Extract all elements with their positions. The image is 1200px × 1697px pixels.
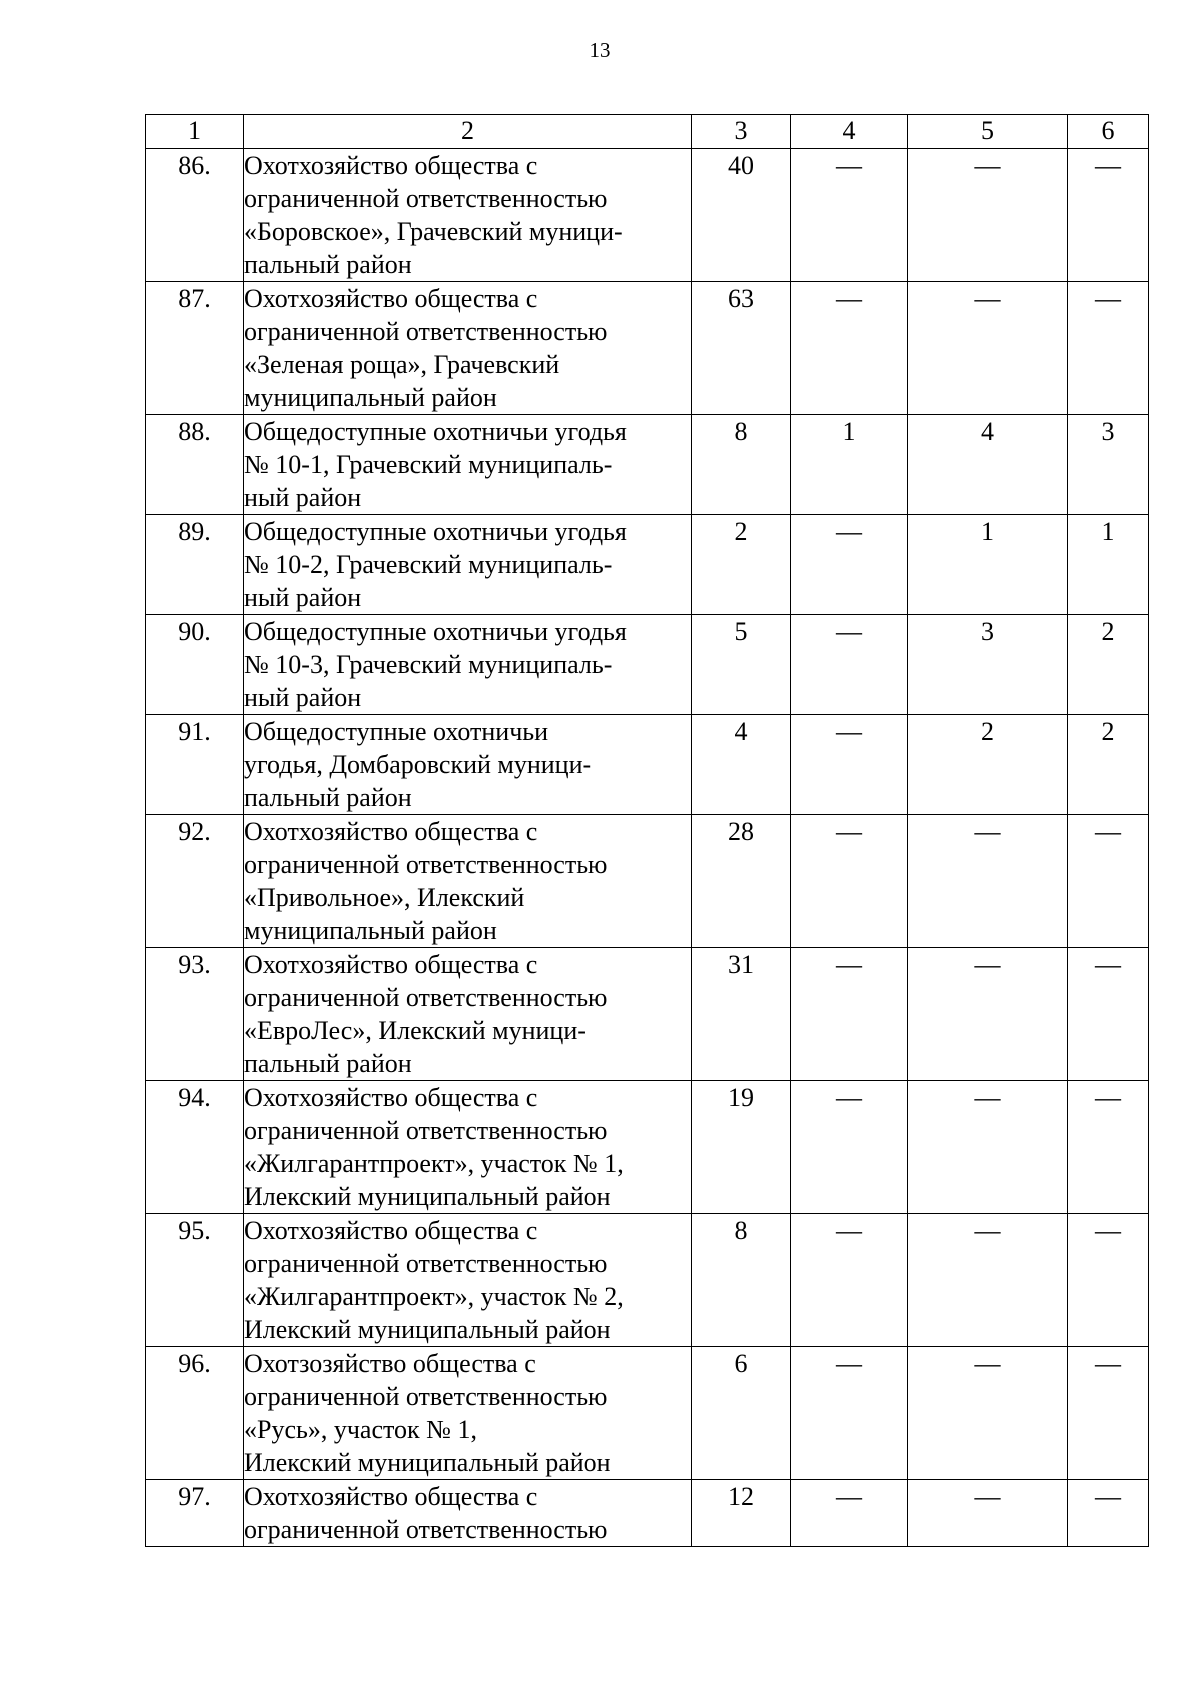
- header-col-6: 6: [1068, 115, 1149, 149]
- cell-c5: [908, 815, 1068, 948]
- cell-c3: [692, 715, 791, 815]
- cell-value: —: [974, 950, 1001, 979]
- table-row: [146, 948, 1149, 1081]
- name-line: Общедоступные охотничьи угодья: [244, 417, 627, 446]
- table-row: [146, 615, 1149, 715]
- cell-c3: [692, 1347, 791, 1480]
- name-line: пальный район: [244, 1049, 412, 1078]
- header-col-2: 2: [244, 115, 692, 149]
- cell-value: —: [974, 1216, 1001, 1245]
- cell-c3: [692, 615, 791, 715]
- table-row: [146, 282, 1149, 415]
- hunting-ground-name: [244, 515, 692, 615]
- cell-value: 5: [734, 617, 748, 646]
- row-number: 96.: [146, 1347, 244, 1480]
- name-line: Общедоступные охотничьи угодья: [244, 617, 627, 646]
- table-row: [146, 1480, 1149, 1547]
- name-line: пальный район: [244, 250, 412, 279]
- cell-value: 8: [734, 417, 748, 446]
- cell-c3: [692, 1480, 791, 1547]
- cell-c5: [908, 1214, 1068, 1347]
- cell-value: —: [1095, 284, 1121, 313]
- cell-value: —: [974, 1349, 1001, 1378]
- row-number: 91.: [146, 715, 244, 815]
- cell-value: 4: [734, 717, 748, 746]
- cell-c5: [908, 515, 1068, 615]
- cell-c6: [1068, 715, 1149, 815]
- hunting-ground-name: [244, 149, 692, 282]
- row-number: 86.: [146, 149, 244, 282]
- cell-c3: [692, 282, 791, 415]
- cell-value: 8: [734, 1216, 748, 1245]
- cell-value: 63: [728, 284, 754, 313]
- cell-value: 4: [981, 417, 994, 446]
- name-line: Охотзозяйство общества с: [244, 1349, 536, 1378]
- cell-value: —: [836, 517, 862, 546]
- cell-c5: [908, 149, 1068, 282]
- cell-value: 1: [842, 417, 856, 446]
- table-body: [146, 149, 1149, 1547]
- header-col-4: 4: [791, 115, 908, 149]
- name-line: Общедоступные охотничьи угодья: [244, 517, 627, 546]
- row-number: 92.: [146, 815, 244, 948]
- name-line: угодья, Домбаровский муници-: [244, 750, 592, 779]
- cell-c6: [1068, 815, 1149, 948]
- hunting-ground-name: [244, 715, 692, 815]
- cell-value: —: [836, 817, 862, 846]
- cell-value: —: [836, 1216, 862, 1245]
- cell-c4: [791, 1081, 908, 1214]
- cell-value: —: [1095, 151, 1121, 180]
- cell-c5: [908, 1081, 1068, 1214]
- cell-value: 40: [728, 151, 754, 180]
- cell-c6: [1068, 1347, 1149, 1480]
- name-line: ный район: [244, 583, 362, 612]
- header-col-3: 3: [692, 115, 791, 149]
- name-line: Охотхозяйство общества с: [244, 284, 538, 313]
- cell-value: 12: [728, 1482, 754, 1511]
- name-line: Илекский муниципальный район: [244, 1182, 611, 1211]
- cell-c4: [791, 149, 908, 282]
- cell-value: 19: [728, 1083, 754, 1112]
- cell-c3: [692, 1081, 791, 1214]
- row-number: 97.: [146, 1480, 244, 1547]
- cell-value: 3: [981, 617, 994, 646]
- cell-c3: [692, 149, 791, 282]
- cell-value: —: [974, 1482, 1001, 1511]
- cell-c5: [908, 948, 1068, 1081]
- cell-value: —: [836, 617, 862, 646]
- hunting-ground-name: [244, 282, 692, 415]
- cell-c4: [791, 1214, 908, 1347]
- cell-value: —: [1095, 817, 1121, 846]
- cell-value: —: [974, 284, 1001, 313]
- name-line: ограниченной ответственностью: [244, 1382, 608, 1411]
- cell-c6: [1068, 149, 1149, 282]
- row-number: 87.: [146, 282, 244, 415]
- hunting-ground-name: [244, 1347, 692, 1480]
- cell-c4: [791, 615, 908, 715]
- name-line: «Жилгарантпроект», участок № 2,: [244, 1282, 624, 1311]
- cell-c5: [908, 415, 1068, 515]
- name-line: Илекский муниципальный район: [244, 1315, 611, 1344]
- name-line: ограниченной ответственностью: [244, 317, 608, 346]
- row-number: 89.: [146, 515, 244, 615]
- cell-value: —: [836, 151, 862, 180]
- name-line: «Русь», участок № 1,: [244, 1415, 477, 1444]
- name-line: «Боровское», Грачевский муници-: [244, 217, 623, 246]
- name-line: ный район: [244, 683, 362, 712]
- table-row: [146, 1347, 1149, 1480]
- cell-value: —: [836, 1482, 862, 1511]
- cell-c6: [1068, 1480, 1149, 1547]
- name-line: Илекский муниципальный район: [244, 1448, 611, 1477]
- cell-value: 2: [1101, 717, 1115, 746]
- cell-value: —: [974, 151, 1001, 180]
- name-line: Охотхозяйство общества с: [244, 950, 538, 979]
- table-row: [146, 815, 1149, 948]
- cell-c6: [1068, 515, 1149, 615]
- hunting-ground-name: [244, 1480, 692, 1547]
- name-line: Охотхозяйство общества с: [244, 151, 538, 180]
- name-line: № 10-1, Грачевский муниципаль-: [244, 450, 613, 479]
- hunting-ground-name: [244, 415, 692, 515]
- name-line: «Привольное», Илекский: [244, 883, 525, 912]
- name-line: Охотхозяйство общества с: [244, 1482, 538, 1511]
- row-number: 93.: [146, 948, 244, 1081]
- name-line: «ЕвроЛес», Илекский муници-: [244, 1016, 586, 1045]
- hunting-grounds-table: [145, 114, 1149, 1547]
- cell-value: 31: [728, 950, 754, 979]
- cell-c6: [1068, 415, 1149, 515]
- name-line: пальный район: [244, 783, 412, 812]
- name-line: ный район: [244, 483, 362, 512]
- cell-c4: [791, 715, 908, 815]
- cell-c3: [692, 1214, 791, 1347]
- row-number: 94.: [146, 1081, 244, 1214]
- cell-c5: [908, 282, 1068, 415]
- table-row: [146, 715, 1149, 815]
- name-line: «Зеленая роща», Грачевский: [244, 350, 560, 379]
- name-line: Охотхозяйство общества с: [244, 1083, 538, 1112]
- cell-c5: [908, 715, 1068, 815]
- row-number: 90.: [146, 615, 244, 715]
- table-header-row: [146, 115, 1149, 149]
- cell-c3: [692, 815, 791, 948]
- name-line: ограниченной ответственностью: [244, 1116, 608, 1145]
- table-row: [146, 149, 1149, 282]
- name-line: № 10-2, Грачевский муниципаль-: [244, 550, 613, 579]
- name-line: ограниченной ответственностью: [244, 1515, 608, 1544]
- hunting-ground-name: [244, 948, 692, 1081]
- cell-c6: [1068, 282, 1149, 415]
- cell-value: —: [836, 950, 862, 979]
- cell-value: 6: [734, 1349, 748, 1378]
- name-line: Охотхозяйство общества с: [244, 1216, 538, 1245]
- hunting-ground-name: [244, 815, 692, 948]
- page-number: 13: [589, 38, 611, 62]
- cell-value: 1: [981, 517, 994, 546]
- cell-c6: [1068, 1214, 1149, 1347]
- cell-value: —: [1095, 1216, 1121, 1245]
- cell-value: —: [836, 1349, 862, 1378]
- cell-c5: [908, 1347, 1068, 1480]
- cell-c3: [692, 948, 791, 1081]
- table-row: [146, 1214, 1149, 1347]
- name-line: ограниченной ответственностью: [244, 850, 608, 879]
- table-row: [146, 515, 1149, 615]
- hunting-ground-name: [244, 615, 692, 715]
- cell-c4: [791, 282, 908, 415]
- cell-c3: [692, 515, 791, 615]
- cell-c4: [791, 415, 908, 515]
- cell-value: 1: [1101, 517, 1115, 546]
- name-line: «Жилгарантпроект», участок № 1,: [244, 1149, 624, 1178]
- cell-c6: [1068, 1081, 1149, 1214]
- cell-c4: [791, 515, 908, 615]
- cell-value: —: [1095, 1482, 1121, 1511]
- cell-value: 2: [981, 717, 994, 746]
- header-col-1: 1: [146, 115, 244, 149]
- name-line: ограниченной ответственностью: [244, 1249, 608, 1278]
- header-col-5: 5: [908, 115, 1068, 149]
- cell-c4: [791, 815, 908, 948]
- cell-c3: [692, 415, 791, 515]
- name-line: № 10-3, Грачевский муниципаль-: [244, 650, 613, 679]
- name-line: ограниченной ответственностью: [244, 184, 608, 213]
- cell-value: —: [1095, 1083, 1121, 1112]
- cell-value: 2: [734, 517, 748, 546]
- table-row: [146, 1081, 1149, 1214]
- cell-value: 2: [1101, 617, 1115, 646]
- name-line: Охотхозяйство общества с: [244, 817, 538, 846]
- name-line: муниципальный район: [244, 383, 497, 412]
- name-line: ограниченной ответственностью: [244, 983, 608, 1012]
- cell-c5: [908, 1480, 1068, 1547]
- cell-c6: [1068, 615, 1149, 715]
- row-number: 95.: [146, 1214, 244, 1347]
- cell-value: 28: [728, 817, 754, 846]
- cell-c5: [908, 615, 1068, 715]
- table-row: [146, 415, 1149, 515]
- cell-value: —: [836, 1083, 862, 1112]
- cell-c6: [1068, 948, 1149, 1081]
- cell-c4: [791, 948, 908, 1081]
- row-number: 88.: [146, 415, 244, 515]
- name-line: муниципальный район: [244, 916, 497, 945]
- cell-value: 3: [1101, 417, 1115, 446]
- hunting-ground-name: [244, 1214, 692, 1347]
- cell-value: —: [974, 1083, 1001, 1112]
- cell-value: —: [1095, 950, 1121, 979]
- cell-c4: [791, 1347, 908, 1480]
- cell-value: —: [974, 817, 1001, 846]
- cell-value: —: [836, 717, 862, 746]
- cell-value: —: [836, 284, 862, 313]
- hunting-ground-name: [244, 1081, 692, 1214]
- cell-value: —: [1095, 1349, 1121, 1378]
- cell-c4: [791, 1480, 908, 1547]
- name-line: Общедоступные охотничьи: [244, 717, 549, 746]
